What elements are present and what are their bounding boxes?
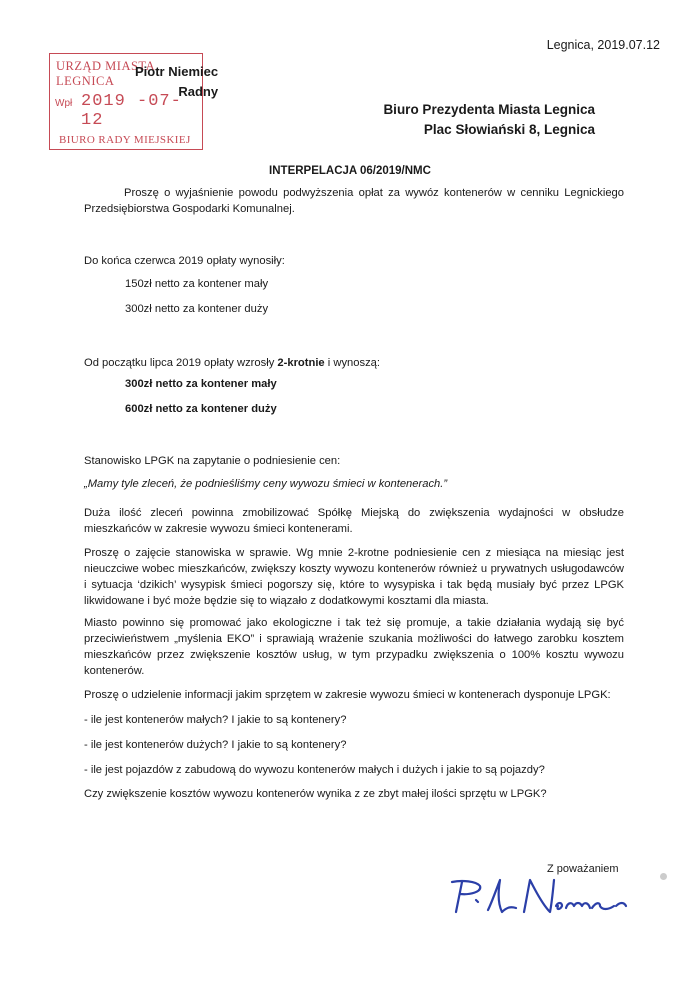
closing-phrase: Z poważaniem <box>547 863 619 875</box>
question-vehicles: - ile jest pojazdów z zabudową do wywozu kontenerów małych i dużych i jakie to są pojazdy? <box>84 764 545 776</box>
stamp-received-date: 2019 -07- 12 <box>81 92 182 130</box>
stamp-received-label: Wpł <box>55 98 73 109</box>
recipient-address: Plac Słowiański 8, Legnica <box>423 122 595 137</box>
question-equipment-shortage: Czy zwiększenie kosztów wywozu kontenerów wynika z ze zbyt małej ilości sprzętu w LPGK? <box>84 788 547 800</box>
new-prices-multiplier: 2-krotnie <box>277 357 325 369</box>
handwritten-signature <box>440 872 640 922</box>
new-price-small: 300zł netto za kontener mały <box>125 378 277 390</box>
place-and-date: Legnica, 2019.07.12 <box>546 38 660 52</box>
stance-quote: „Mamy tyle zleceń, że podnieśliśmy ceny wywozu śmieci w kontenerach.” <box>84 478 448 490</box>
stance-heading: Stanowisko LPGK na zapytanie o podniesienie cen: <box>84 455 341 467</box>
sender-role: Radny <box>178 84 219 99</box>
stamp-department: BIURO RADY MIEJSKIEJ <box>59 134 191 146</box>
old-price-small: 150zł netto za kontener mały <box>125 278 269 290</box>
question-small-containers: - ile jest kontenerów małych? I jakie to są kontenery? <box>84 714 347 726</box>
question-large-containers: - ile jest kontenerów dużych? I jakie to są kontenery? <box>84 739 347 751</box>
old-prices-heading: Do końca czerwca 2019 opłaty wynosiły: <box>84 255 285 267</box>
paragraph-eco: Miasto powinno się promować jako ekologiczne i tak też się promuje, a takie działania wydają się być przeciwieństwem „myślenia EKO” i sprawiają wrażenie szukania możliwości do łatwego zarobku kosztem mieszkańców przez zwiększenie kosztów usług, w tym przypadku zwiększenia o 100% kosztu wywozu kontenerów. <box>84 617 624 677</box>
old-price-large: 300zł netto za kontener duży <box>125 303 269 315</box>
intro-paragraph: Proszę o wyjaśnienie powodu podwyższenia opłat za wywóz kontenerów w cenniku Legnickiego Przedsiębiorstwa Gospodarki Komunalnej. <box>84 187 624 215</box>
recipient-office: Biuro Prezydenta Miasta Legnica <box>383 102 595 117</box>
scan-mark <box>660 873 667 880</box>
sender-block <box>135 62 218 102</box>
new-prices-heading-end: i wynoszą: <box>324 357 380 369</box>
recipient-block <box>380 100 595 140</box>
document-title: INTERPELACJA 06/2019/NMC <box>269 165 431 177</box>
questions-intro: Proszę o udzielenie informacji jakim sprzętem w zakresie wywozu śmieci w kontenerach dysponuje LPGK: <box>84 689 611 701</box>
paragraph-position: Proszę o zajęcie stanowiska w sprawie. Wg mnie 2-krotne podniesienie cen z miesiąca na miesiąc jest nieuczciwe wobec mieszkańców, zwiększy koszty wywozu kontenerów również u prywatnych usługodawców i sytuacja ‘dzikich’ wysypisk śmieci pogorszy się, które to wysypiska i tak będą musiały być przez LPGK likwidowane i być może będzie się to wiązało z dodatkowymi kosztami dla miasta. <box>84 547 624 607</box>
paragraph-efficiency: Duża ilość zleceń powinna zmobilizować Spółkę Miejską do zwiększenia wydajności w obsłudze mieszkańców w zakresie wywozu śmieci kontenerami. <box>84 507 624 535</box>
stamp-office-name: URZĄD MIASTA LEGNICA <box>56 59 155 88</box>
new-price-large: 600zł netto za kontener duży <box>125 403 277 415</box>
new-prices-heading <box>84 355 624 371</box>
new-prices-heading-start: Od początku lipca 2019 opłaty wzrosły <box>84 357 278 369</box>
sender-name: Piotr Niemiec <box>135 64 219 79</box>
